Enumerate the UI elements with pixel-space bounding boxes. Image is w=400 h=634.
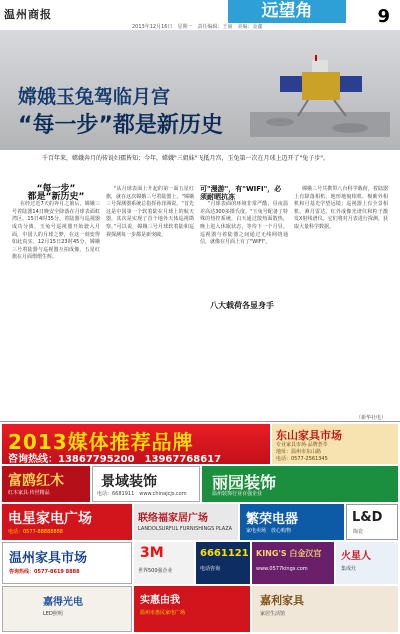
ad-sub: 电话：6681911 www.chinajcjs.com <box>97 491 187 497</box>
ad-furniture-market <box>272 424 398 464</box>
ad-name: 丽园装饰 <box>212 473 277 492</box>
ad-name: 繁荣电器 <box>246 512 299 527</box>
dateline: 2013年12月16日 星期一 责任编辑：王丽 美编：金鑫 <box>132 24 263 30</box>
subhead-1-line1: “每一步” <box>36 184 76 194</box>
byline: （新华社电） <box>355 415 386 421</box>
ad-name: 富鸥红木 <box>8 473 64 489</box>
ad-sub: 温州装饰行业百强企业 <box>212 491 263 497</box>
lead-paragraph: 千百年来，嫦娥奔月的传说妇孺皆知；今年，嫦娥"三姐妹"飞抵月宫，玉兔第一次在月球上迈开了"兔子步"。 <box>42 155 330 162</box>
ad-name: 火星人 <box>341 551 371 562</box>
lunar-lander-illustration <box>250 52 390 137</box>
ad-name: 6661121 <box>200 548 249 559</box>
ad-name: KING'S 白金汉宫 <box>256 549 322 558</box>
ad-3m <box>134 542 194 584</box>
section-tag: 远望角 <box>228 0 346 23</box>
headline-line1: 嫦娥玉兔驾临月宫 <box>18 86 171 108</box>
ad-shihui <box>134 586 250 632</box>
newspaper-logo: 温州商报 <box>4 8 52 21</box>
market-name: 东山家具市场 <box>276 429 342 442</box>
market-info <box>276 442 328 463</box>
ad-name: 实惠由我 <box>140 595 180 606</box>
banner-phone: 咨询热线：13867795200 13967768617 <box>8 454 222 465</box>
column-2-text: "从月球表面上升起的第一面五星红旗，就在这次嫦娥三号着陆器上。"嫦娥三号探测器系统总指挥孙泽洲说。“首先这是中国第一个软着陆在月球上的航天器，其次是实现了首个地外天体巡视勘察。”可以说，嫦娥三号月球软着陆和巡视探测每一步都是新突破。 <box>106 186 194 238</box>
article-column-3 <box>200 186 288 248</box>
article-column-1 <box>12 186 100 263</box>
ad-sub: 家居生活馆 <box>260 611 286 617</box>
article-column-2 <box>106 186 194 240</box>
column-4-text: 嫦娥三号共携带八台科学载荷，着陆器上有降落相机、地形地貌相机、极紫外相机和月基光学望远镜；巡视器上有全景相机、测月雷达、红外成像光谱仪和粒子激发X射线谱仪。它们将对月表进行探测，获取大量科学数据。 <box>294 186 388 230</box>
subhead-2: 可"漫游"，有"WIFI"，必须耐晒抗冻 <box>200 185 282 201</box>
ad-lianluo <box>134 504 238 540</box>
media-recommend-banner <box>2 424 270 464</box>
ad-liyuan <box>202 466 398 502</box>
ad-sub: 陶瓷 <box>353 529 364 535</box>
masthead <box>0 0 400 32</box>
ad-sub: 咨询热线：0577-8619 8888 <box>9 569 80 575</box>
banner-title: 2013媒体推荐品牌 <box>8 430 194 454</box>
ad-name: 嘉得光电 <box>43 597 83 608</box>
ad-sub: 红木家具·传世精品 <box>8 490 50 496</box>
ad-name: 景域装饰 <box>101 474 157 490</box>
ad-sub: 温州市惠民家电广场 <box>140 610 186 616</box>
ad-jiali <box>252 586 398 632</box>
hero-image <box>0 30 400 150</box>
ad-name: 嘉利家具 <box>260 594 304 607</box>
ad-fanrong <box>240 504 344 540</box>
market-line: 电话：0577-2561345 <box>276 456 328 462</box>
ad-jingyu <box>92 466 200 502</box>
ad-sub: LED照明 <box>43 611 63 617</box>
ad-hotline <box>196 542 250 584</box>
ad-sub: 电话咨询 <box>200 566 221 572</box>
ad-sub: 世界500强企业 <box>138 568 173 574</box>
headline-line2: “每一步”都是新历史 <box>18 113 223 138</box>
ad-sub: LANDOLSURFUL FURNISHINGS PLAZA <box>138 526 233 532</box>
ad-dianxing <box>2 504 132 540</box>
ad-name: 3M <box>140 545 164 561</box>
ad-sub: 电话：0577-88888888 <box>8 529 63 535</box>
ad-name: 联络福家居广场 <box>138 513 208 524</box>
ad-name: L&D <box>352 510 383 525</box>
ad-ld-ceramic <box>346 504 398 540</box>
ad-sub: 集成灶 <box>341 566 357 572</box>
section-divider <box>0 421 400 422</box>
ad-mars <box>336 542 398 584</box>
market-line: 专业家具市场·品牌荟萃 <box>276 442 328 448</box>
subhead-1-line2: 都是“新历史” <box>27 191 85 202</box>
ad-sub: www.0577kings.com <box>256 566 308 572</box>
column-1-text: 在经过近7天的奔月之旅后，嫦娥三号着陆器14日晚安全降落在月球表面虹湾区。15日4时35分，着陆器与巡视器成功分离，玉兔号巡视器开始驶入月面，中国人的月球之梦，在这一刻变得如此真实。12月15日23时45分，嫦娥三号着陆器与巡视器互拍成像，五星红旗在月面熠熠生辉。 <box>12 201 100 261</box>
market-line: 地址：温州市东山路 <box>276 449 322 455</box>
ad-name: 电星家电广场 <box>8 511 92 527</box>
column-3-text: "月球表面的环境非常严酷，昼夜温差高达300多摄氏度。"玉兔号配备了特殊的热控系统，白天通过散热面散热，晚上进入休眠状态，等待下一个月昼。巡视器与着陆器之间通过无线网络通信，就像在月面上有了"WIFI"。 <box>200 201 288 246</box>
ad-jiade <box>2 586 132 632</box>
ad-kings <box>252 542 334 584</box>
page-number: 9 <box>377 6 390 27</box>
article-column-4 <box>294 186 388 233</box>
ad-sub: 家电卖场 放心购物 <box>246 528 292 534</box>
ad-wenzhou-furniture <box>2 542 132 584</box>
ad-name: 温州家具市场 <box>9 551 88 566</box>
ad-red-wood <box>2 466 90 502</box>
subhead-3: 八大载荷各显身手 <box>210 301 274 310</box>
